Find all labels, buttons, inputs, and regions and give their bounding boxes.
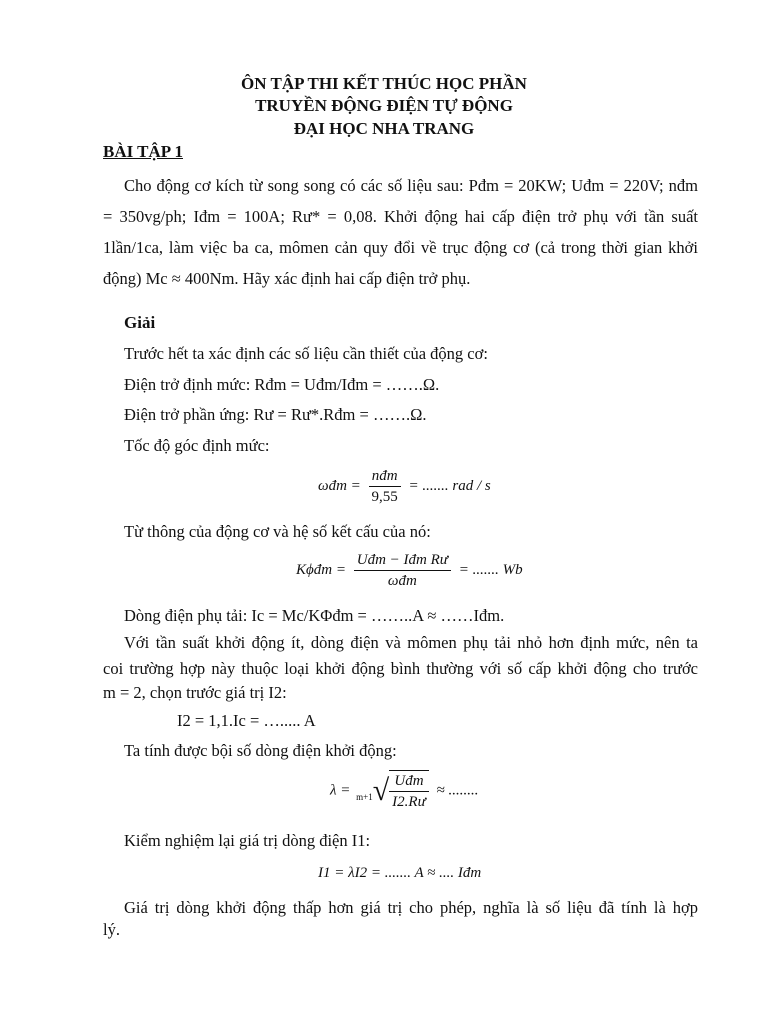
problem-line-1: Cho động cơ kích từ song song có các số liệu sau: Pđm = 20KW; Uđm = 220V; nđm bbox=[124, 176, 698, 195]
solution-line-8: coi trường hợp này thuộc loại khởi động bình thường với số cấp khởi động cho trước bbox=[103, 659, 698, 678]
solution-line-9: m = 2, chọn trước giá trị I2: bbox=[103, 683, 287, 702]
formula-3-root-index: m+1 bbox=[356, 792, 373, 803]
verify-label: Kiểm nghiệm lại giá trị dòng điện I1: bbox=[124, 831, 371, 850]
armature-resistance-line: Điện trở phần ứng: Rư = Rư*.Rđm = …….Ω. bbox=[124, 405, 427, 424]
problem-line-2: = 350vg/ph; Iđm = 100A; Rư* = 0,08. Khởi động hai cấp điện trở phụ với tần suất bbox=[103, 207, 698, 226]
rated-resistance-line: Điện trở định mức: Rđm = Uđm/Iđm = …….Ω. bbox=[124, 375, 440, 394]
problem-line-4: động) Mc ≈ 400Nm. Hãy xác định hai cấp điện trở phụ. bbox=[103, 269, 471, 288]
formula-2-numerator: Uđm − Iđm Rư bbox=[354, 550, 451, 571]
i2-value-line: I2 = 1,1.Ic = …..... A bbox=[177, 711, 316, 730]
formula-3-rhs: ≈ ........ bbox=[436, 782, 479, 799]
formula-1-numerator: nđm bbox=[369, 466, 401, 487]
formula-3-fraction bbox=[389, 770, 429, 812]
flux-label: Từ thông của động cơ và hệ số kết cấu của nó: bbox=[124, 522, 431, 541]
conclusion-line-1: Giá trị dòng khởi động thấp hơn giá trị cho phép, nghĩa là số liệu đã tính là hợp bbox=[124, 898, 698, 917]
formula-flux bbox=[296, 550, 523, 591]
formula-1-lhs: ωđm = bbox=[318, 477, 361, 494]
formula-i1: I1 = λI2 = ....... A ≈ .... Iđm bbox=[318, 865, 482, 881]
formula-3-lhs: λ = bbox=[330, 782, 351, 799]
formula-3-denominator: I2.Rư bbox=[392, 794, 426, 810]
load-current-line: Dòng điện phụ tải: Ic = Mc/KΦđm = ……..A ≈ ……Iđm. bbox=[124, 606, 505, 625]
formula-1-rhs: = ....... rad / s bbox=[408, 477, 491, 494]
angular-speed-label: Tốc độ góc định mức: bbox=[124, 436, 270, 455]
header-line-1: ÔN TẬP THI KẾT THÚC HỌC PHẦN bbox=[241, 74, 527, 93]
formula-1-denominator: 9,55 bbox=[371, 489, 398, 505]
header-line-3: ĐẠI HỌC NHA TRANG bbox=[293, 119, 475, 138]
conclusion-line-2: lý. bbox=[103, 920, 120, 939]
solution-line-1: Trước hết ta xác định các số liệu cần thiết của động cơ: bbox=[124, 344, 488, 363]
formula-angular-speed bbox=[318, 466, 491, 507]
formula-3-numerator: Uđm bbox=[389, 771, 429, 792]
formula-multiplier bbox=[330, 770, 479, 812]
formula-2-lhs: Kϕđm = bbox=[296, 561, 346, 578]
solution-heading: Giải bbox=[124, 313, 156, 332]
formula-2-fraction bbox=[354, 550, 451, 591]
formula-2-denominator: ωđm bbox=[387, 573, 417, 589]
multiplier-label: Ta tính được bội số dòng điện khởi động: bbox=[124, 741, 397, 760]
formula-2-rhs: = ....... Wb bbox=[458, 561, 523, 578]
header-line-2: TRUYỀN ĐỘNG ĐIỆN TỰ ĐỘNG bbox=[255, 96, 513, 115]
root-sign-icon: √ bbox=[372, 774, 390, 807]
formula-1-fraction bbox=[369, 466, 401, 507]
problem-line-3: 1lần/1ca, làm việc ba ca, mômen cản quy đổi về trục động cơ (cả trong thời gian khởi bbox=[103, 238, 698, 257]
exercise-title: BÀI TẬP 1 bbox=[103, 142, 183, 161]
solution-line-7: Với tần suất khởi động ít, dòng điện và mômen phụ tải nhỏ hơn định mức, nên ta bbox=[124, 633, 698, 652]
